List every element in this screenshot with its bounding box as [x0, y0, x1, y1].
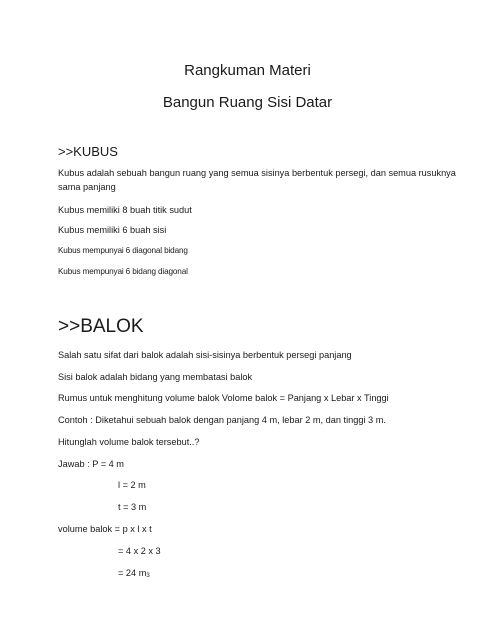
balok-rumus-line: Rumus untuk menghitung volume balok Volome balok = Panjang x Lebar x Tinggi — [58, 393, 389, 403]
kubus-diagonal-bidang-line: Kubus mempunyai 6 diagonal bidang — [58, 246, 188, 255]
kubus-description-line-2: sama panjang — [58, 182, 116, 192]
volume-formula-line: volume balok = p x l x t — [58, 524, 152, 534]
kubus-sisi-line: Kubus memiliki 6 buah sisi — [58, 225, 167, 235]
volume-result-value: = 24 m — [118, 568, 147, 578]
balok-contoh-line: Contoh : Diketahui sebuah balok dengan panjang 4 m, lebar 2 m, dan tinggi 3 m. — [58, 415, 386, 425]
jawab-lebar-line: l = 2 m — [118, 480, 146, 490]
balok-heading: >>BALOK — [58, 316, 144, 337]
document-subtitle: Bangun Ruang Sisi Datar — [162, 94, 333, 111]
kubus-heading: >>KUBUS — [58, 144, 118, 159]
kubus-bidang-diagonal-line: Kubus mempunyai 6 bidang diagonal — [58, 267, 188, 276]
kubus-titik-sudut-line: Kubus memiliki 8 buah titik sudut — [58, 205, 192, 215]
balok-hitung-line: Hitunglah volume balok tersebut..? — [58, 437, 200, 447]
document-title: Rangkuman Materi — [184, 62, 311, 79]
jawab-panjang-line: Jawab : P = 4 m — [58, 459, 124, 469]
kubus-description-line-1: Kubus adalah sebuah bangun ruang yang semua sisinya berbentuk persegi, dan semua rusuknya — [58, 168, 456, 178]
volume-result-line — [118, 568, 150, 579]
jawab-tinggi-line: t = 3 m — [118, 502, 147, 512]
balok-sisi-line: Sisi balok adalah bidang yang membatasi balok — [58, 372, 253, 382]
balok-sifat-line: Salah satu sifat dari balok adalah sisi-sisinya berbentuk persegi panjang — [58, 350, 352, 360]
volume-result-unit-exponent: 3 — [146, 573, 150, 579]
volume-substitution-line: = 4 x 2 x 3 — [118, 546, 161, 556]
